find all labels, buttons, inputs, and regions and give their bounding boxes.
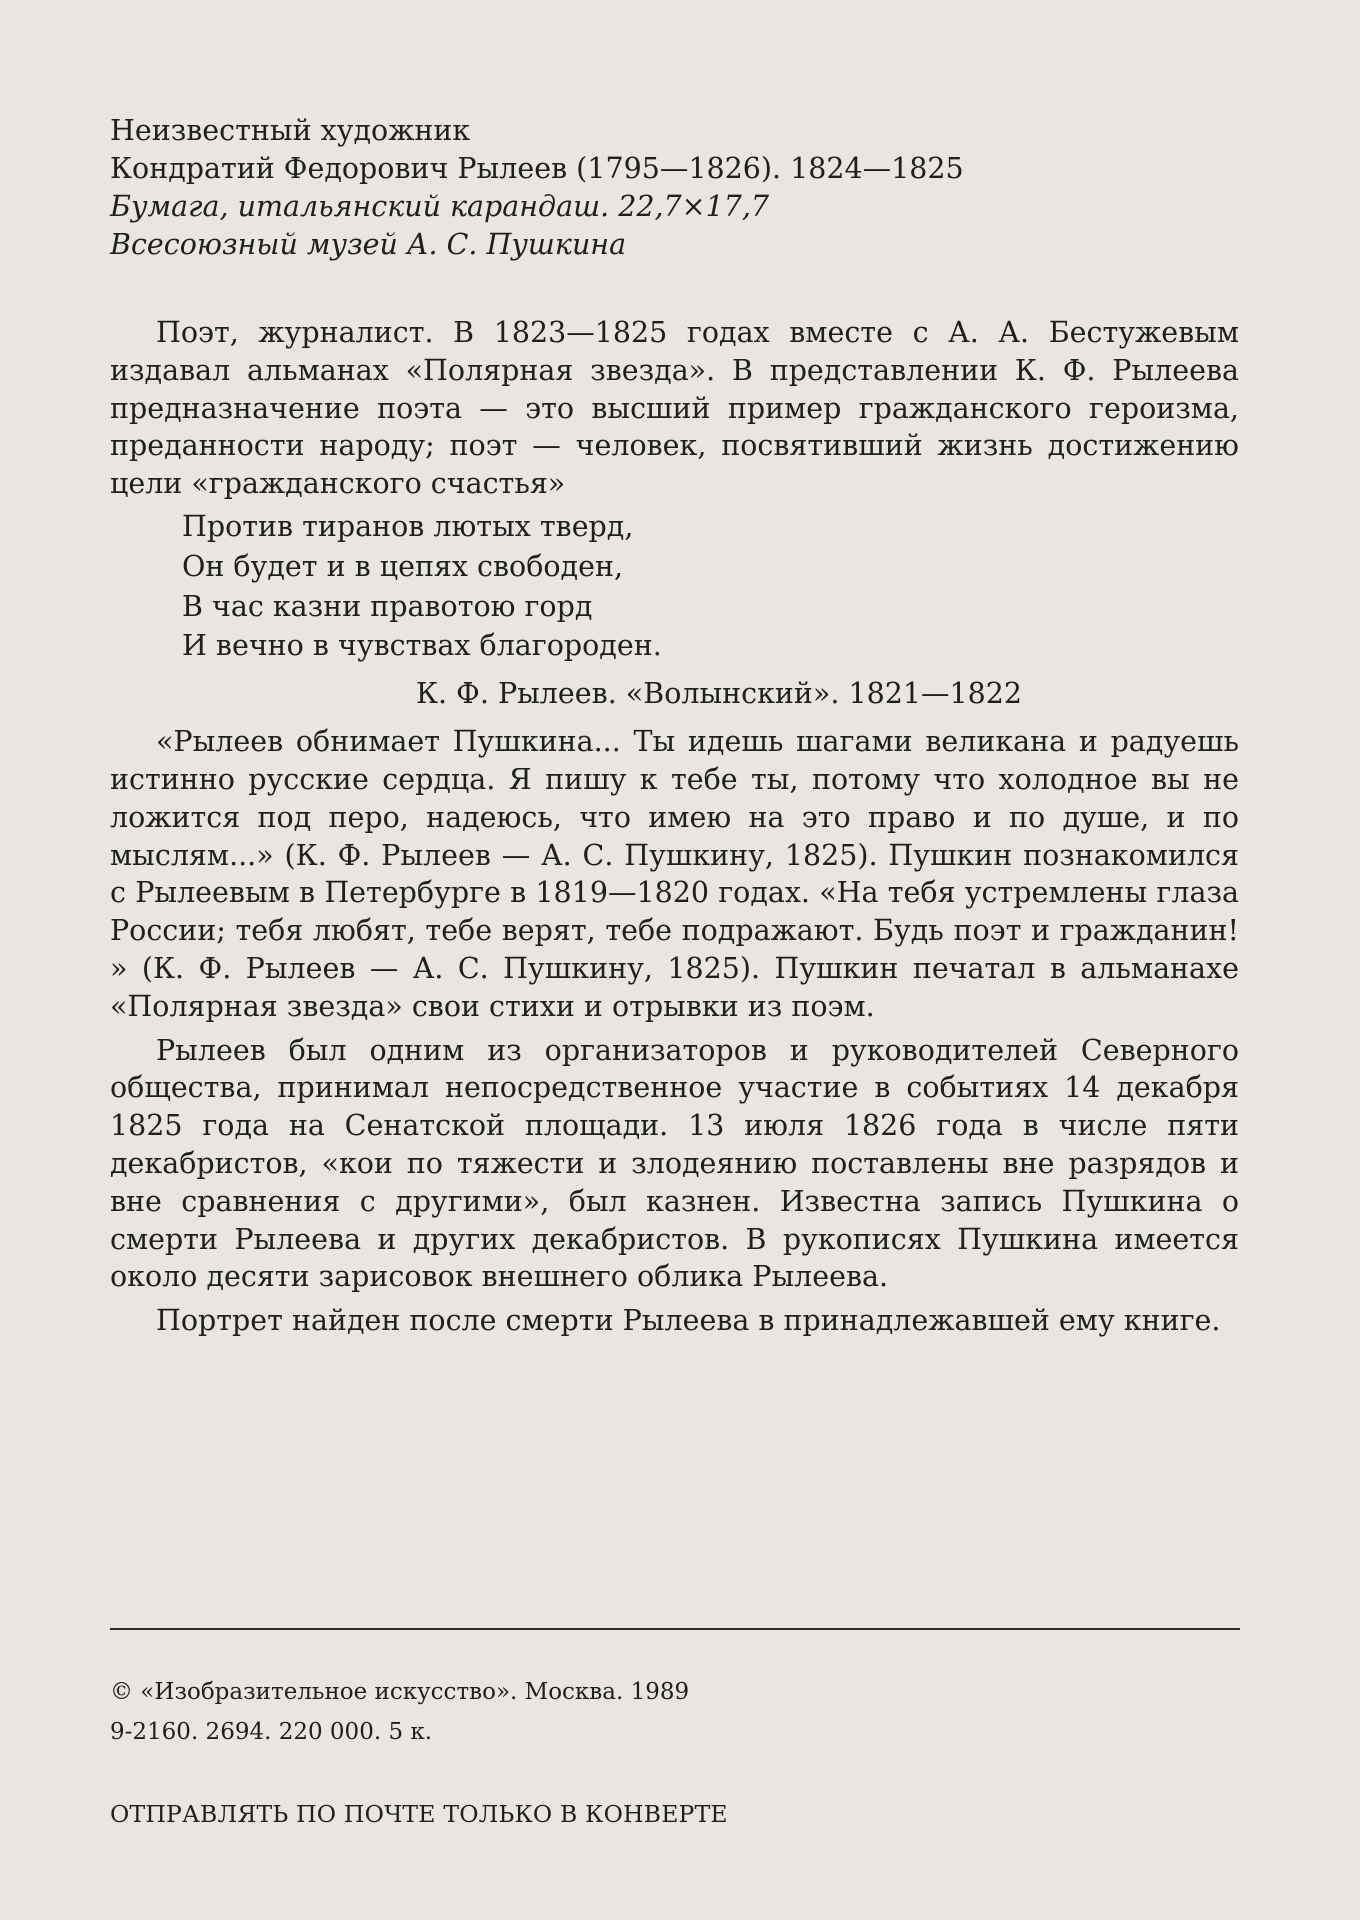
copyright-line: © «Изобразительное искусство». Москва. 1989 bbox=[110, 1679, 690, 1705]
print-code-line: 9-2160. 2694. 220 000. 5 к. bbox=[110, 1719, 433, 1745]
verse-line: И вечно в чувствах благороден. bbox=[182, 629, 662, 663]
medium-line: Бумага, итальянский карандаш. 22,7×17,7 bbox=[110, 190, 770, 223]
verse-line: Он будет и в цепях свободен, bbox=[182, 549, 623, 583]
description-text bbox=[110, 314, 1239, 1340]
title-line: Кондратий Федорович Рылеев (1795—1826). 1824—1825 bbox=[110, 152, 964, 185]
footer-divider bbox=[110, 1628, 1240, 1630]
verse-line: В час казни правотою горд bbox=[182, 589, 593, 623]
paragraph-4: Портрет найден после смерти Рылеева в принадлежавшей ему книге. bbox=[156, 1304, 1221, 1338]
verse-line: Против тиранов лютых тверд, bbox=[182, 509, 634, 543]
publisher-imprint bbox=[110, 1672, 728, 1828]
artwork-caption bbox=[110, 112, 1240, 264]
verse-attribution: К. Ф. Рылеев. «Волынский». 1821—1822 bbox=[416, 677, 1023, 711]
paragraph-3: Рылеев был одним из организаторов и руководителей Северного общества, принимал непосредственное участие в событиях 14 декабря 1825 года на Сенатской площади. 13 июля 1826 года в числе пяти декабристов, «кои по тяжести и злодеянию поставлены вне разрядов и вне сравнения с другими», был казнен. Известна запись Пушкина о смерти Рылеева и других декабристов. В рукописях Пушкина имеется около десяти зарисовок внешнего облика Рылеева. bbox=[110, 1033, 1239, 1294]
collection-line: Всесоюзный музей А. С. Пушкина bbox=[110, 228, 627, 261]
postal-note: ОТПРАВЛЯТЬ ПО ПОЧТЕ ТОЛЬКО В КОНВЕРТЕ bbox=[110, 1800, 728, 1828]
paragraph-2: «Рылеев обнимает Пушкина... Ты идешь шагами великана и радуешь истинно русские сердца. Я пишу к тебе ты, потому что холодное вы не ложится под перо, надеюсь, что имею на это право и по душе, и по мыслям...» (К. Ф. Рылеев — А. С. Пушкину, 1825). Пушкин познакомился с Рылеевым в Петербурге в 1819—1820 годах. «На тебя устремлены глаза России; тебя любят, тебе верят, тебе подражают. Будь поэт и гражданин! » (К. Ф. Рылеев — А. С. Пушкину, 1825). Пушкин печатал в альманахе «Полярная звезда» свои стихи и отрывки из поэм. bbox=[110, 725, 1239, 1023]
artist-line: Неизвестный художник bbox=[110, 114, 471, 147]
paragraph-1: Поэт, журналист. В 1823—1825 годах вместе с А. А. Бестужевым издавал альманах «Полярная звезда». В представлении К. Ф. Рылеева предназначение поэта — это высший пример гражданского героизма, преданности народу; поэт — человек, посвятивший жизнь достижению цели «гражданского счастья» bbox=[110, 316, 1239, 501]
verse-quote bbox=[182, 507, 1239, 666]
